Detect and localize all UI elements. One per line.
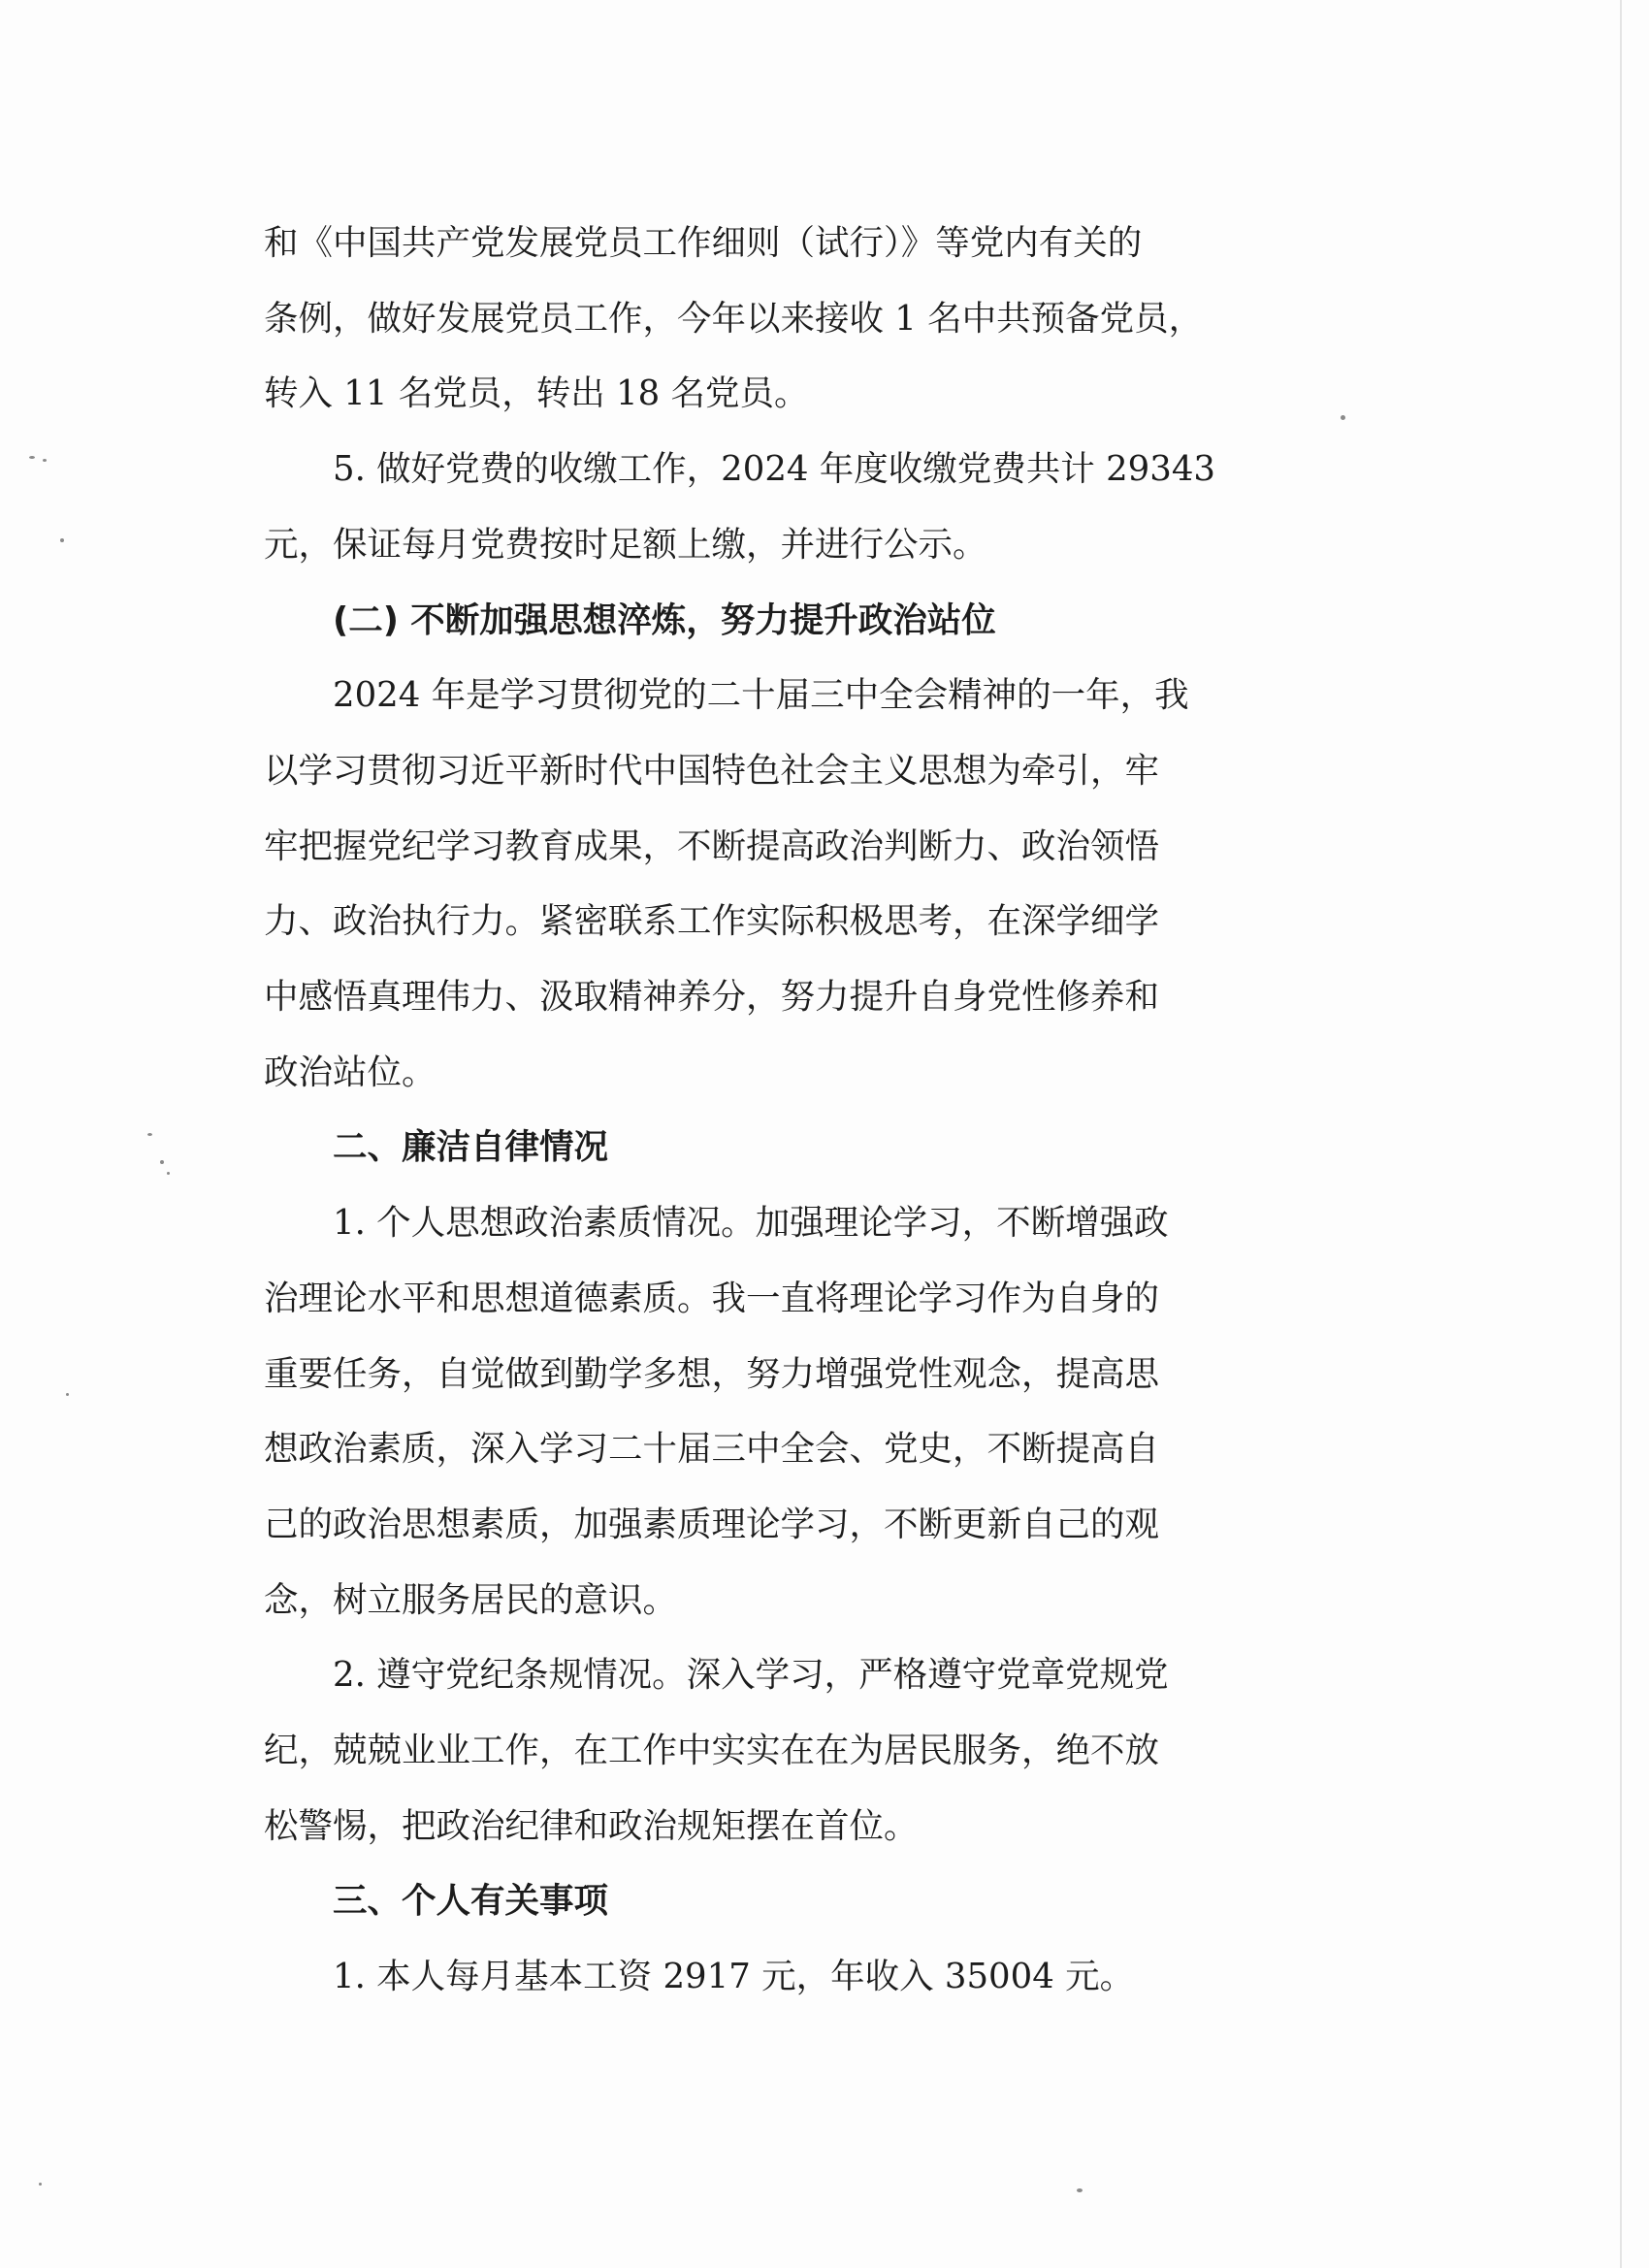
section-heading-personal-matters: 三、个人有关事项 (333, 1881, 609, 1922)
scan-speck (66, 1393, 69, 1396)
paragraph-salary (264, 1939, 1384, 2015)
scan-speck (167, 1172, 170, 1175)
paragraph-ideological-study (264, 658, 1384, 1110)
text-line: 政治站位。 (264, 1052, 436, 1092)
scan-edge-line (1620, 0, 1622, 2268)
text-line: 1. 本人每月基本工资 2917 元，年收入 35004 元。 (333, 1957, 1135, 1997)
text-line: 纪，兢兢业业工作，在工作中实实在在为居民服务，绝不放 (264, 1731, 1160, 1771)
text-line: 想政治素质，深入学习二十届三中全会、党史，不断提高自 (264, 1429, 1160, 1470)
scan-speck (1077, 2188, 1083, 2192)
text-line: 和《中国共产党发展党员工作细则（试行）》等党内有关的 (264, 223, 1143, 263)
text-line: 元，保证每月党费按时足额上缴，并进行公示。 (264, 524, 987, 565)
text-line: 牢把握党纪学习教育成果，不断提高政治判断力、政治领悟 (264, 826, 1160, 866)
text-line: 5. 做好党费的收缴工作，2024 年度收缴党费共计 29343 (333, 449, 1216, 490)
text-line: 己的政治思想素质，加强素质理论学习，不断更新自己的观 (264, 1504, 1160, 1544)
text-line: 中感悟真理伟力、汲取精神养分，努力提升自身党性修养和 (264, 977, 1160, 1018)
paragraph-party-discipline (264, 1637, 1384, 1863)
paragraph-party-member-development (264, 206, 1384, 432)
scan-speck (29, 456, 35, 459)
text-line: 2024 年是学习贯彻党的二十届三中全会精神的一年，我 (333, 675, 1189, 716)
document-body (264, 206, 1384, 2015)
text-line: 转入 11 名党员，转出 18 名党员。 (264, 373, 809, 414)
text-line: 力、政治执行力。紧密联系工作实际积极思考，在深学细学 (264, 901, 1160, 942)
text-line: 念，树立服务居民的意识。 (264, 1579, 678, 1620)
scan-speck (43, 459, 47, 462)
text-line: 2. 遵守党纪条规情况。深入学习，严格遵守党章党规党 (333, 1655, 1169, 1696)
text-line: 松警惕，把政治纪律和政治规矩摆在首位。 (264, 1805, 919, 1846)
text-line: 1. 个人思想政治素质情况。加强理论学习，不断增强政 (333, 1203, 1169, 1244)
text-line: 重要任务，自觉做到勤学多想，努力增强党性观念，提高思 (264, 1353, 1160, 1394)
scan-speck (147, 1133, 152, 1136)
paragraph-party-dues (264, 432, 1384, 582)
subsection-heading-ideological: (二) 不断加强思想淬炼，努力提升政治站位 (333, 599, 996, 640)
text-line: 以学习贯彻习近平新时代中国特色社会主义思想为牵引，牢 (264, 750, 1160, 791)
text-line: 条例，做好发展党员工作，今年以来接收 1 名中共预备党员， (264, 298, 1204, 339)
scan-speck (160, 1160, 164, 1164)
paragraph-political-quality (264, 1185, 1384, 1637)
section-heading-integrity: 二、廉洁自律情况 (333, 1127, 609, 1168)
scan-speck (39, 2183, 42, 2186)
scan-speck (60, 538, 64, 542)
text-line: 治理论水平和思想道德素质。我一直将理论学习作为自身的 (264, 1278, 1160, 1318)
